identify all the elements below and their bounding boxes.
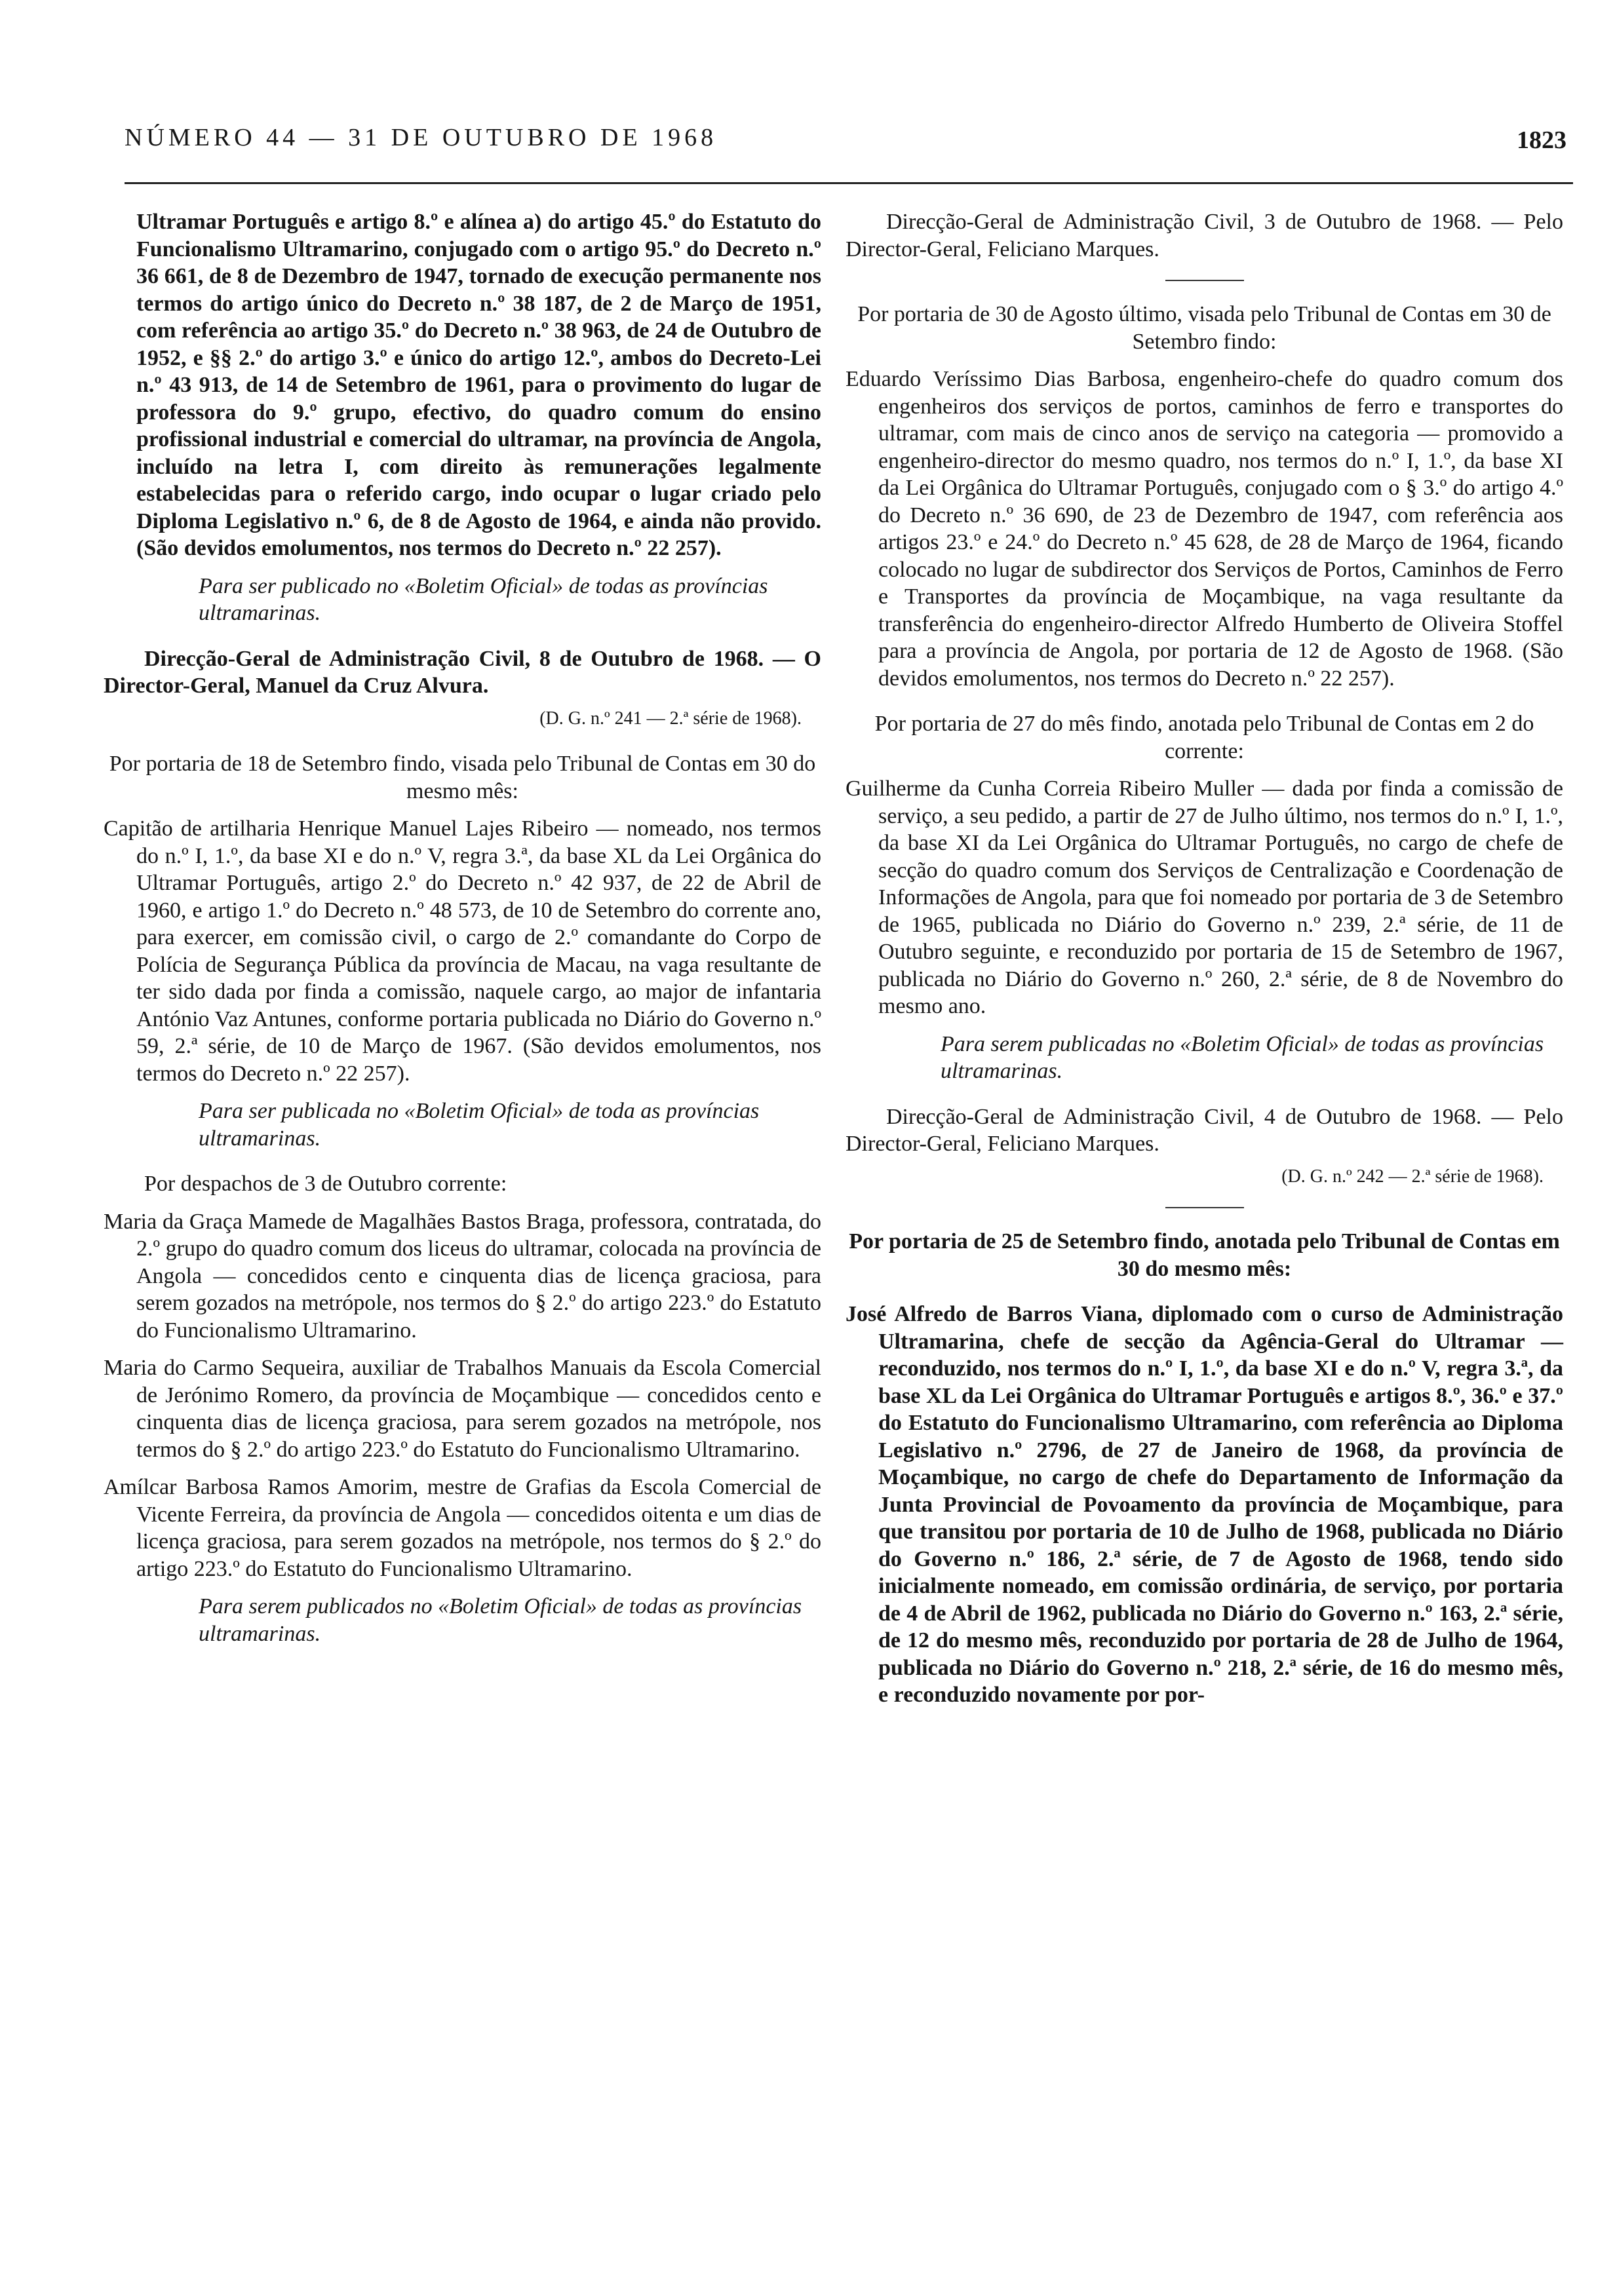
leave-entry: Amílcar Barbosa Ramos Amorim, mestre de Grafias da Escola Comercial de Vicente Ferreira, da província de Angola — concedidos oitenta e um dias de licença graciosa, para serem gozados na metrópole, nos termos do § 2.º do artigo 223.º do Estatuto do Funcionalismo Ultramarino. [104, 1475, 821, 1581]
appointment-entry: Capitão de artilharia Henrique Manuel Lajes Ribeiro — nomeado, nos termos do n.º I, 1.º, da base XI e do n.º V, regra 3.ª, da base XL da Lei Orgânica do Ultramar Português, artigo 2.º do Decreto n.º 42 937, de 22 de Abril de 1960, e artigo 1.º do Decreto n.º 48 573, de 10 de Setembro do corrente ano, para exercer, em comissão civil, o cargo de 2.º comandante do Corpo de Polícia de Segurança Pública da província de Macau, na vaga resultante de ter sido dada por finda a comissão, naquele cargo, ao major de infantaria António Vaz Antunes, conforme portaria publicada no Diário do Governo n.º 59, 2.ª série, de 10 de Março de 1967. (São devidos emolumentos, nos termos do Decreto n.º 22 257). [104, 816, 821, 1086]
gazette-reference: (D. G. n.º 241 — 2.ª série de 1968). [539, 708, 802, 729]
reappointment-entry: José Alfredo de Barros Viana, diplomado com o curso de Administração Ultramarina, chefe de secção da Agência-Geral do Ultramar — reconduzido, nos termos do n.º I, 1.º, da base XI e do n.º V, regra 3.ª, da base XL da Lei Orgânica do Ultramar Português e artigos 8.º, 36.º e 37.º do Estatuto do Funcionalismo Ultramarino, com referência ao Diploma Legislativo n.º 2796, de 27 de Janeiro de 1968, da província de Moçambique, no cargo de chefe do Departamento de Informação da Junta Provincial de Povoamento da província de Moçambique, para que transitou por portaria de 10 de Julho de 1968, publicada no Diário do Governo n.º 186, 2.ª série, de 7 de Agosto de 1968, tendo sido inicialmente nomeado, em comissão ordinária, de serviço, por portaria de 4 de Abril de 1962, publicada no Diário do Governo n.º 163, 2.ª série, de 12 do mesmo mês, reconduzido por portaria de 28 de Julho de 1964, publicada no Diário do Governo n.º 218, 2.ª série, de 16 do mesmo mês, e reconduzido novamente por por- [846, 1302, 1563, 1707]
portaria-heading: Por portaria de 27 do mês findo, anotada pelo Tribunal de Contas em 2 do corrente: [874, 712, 1534, 763]
publication-note: Para ser publicado no «Boletim Oficial» de todas as províncias ultramarinas. [199, 573, 768, 625]
page-header [125, 123, 1566, 163]
portaria-heading: Por portaria de 25 de Setembro findo, anotada pelo Tribunal de Contas em 30 do mesmo mês: [849, 1229, 1560, 1281]
decree-continuation: Ultramar Português e artigo 8.º e alínea a) do artigo 45.º do Estatuto do Funcionalismo Ultramarino, conjugado com o artigo 95.º do Decreto n.º 36 661, de 8 de Dezembro de 1947, tornado de execução permanente nos termos do artigo único do Decreto n.º 38 187, de 2 de Março de 1951, com referência ao artigo 35.º do Decreto n.º 38 963, de 24 de Outubro de 1952, e §§ 2.º do artigo 3.º e único do artigo 12.º, ambos do Decreto-Lei n.º 43 913, de 14 de Setembro de 1961, para o provimento do lugar de professora do 9.º grupo, efectivo, do quadro comum do ensino profissional industrial e comercial do ultramar, na província de Angola, incluído na letra I, com direito às remunerações legalmente estabelecidas para o referido cargo, indo ocupar o lugar criado pelo Diploma Legislativo n.º 6, de 8 de Agosto de 1964, e ainda não provido. (São devidos emolumentos, nos termos do Decreto n.º 22 257). [136, 210, 821, 560]
right-column [846, 208, 1563, 1709]
leave-entry: Maria do Carmo Sequeira, auxiliar de Trabalhos Manuais da Escola Comercial de Jerónimo Romero, da província de Moçambique — concedidos cento e cinquenta dias de licença graciosa, para serem gozados na metrópole, nos termos do § 2.º do artigo 223.º do Estatuto do Funcionalismo Ultramarino. [104, 1356, 821, 1462]
header-rule [125, 182, 1573, 184]
promotion-entry: Eduardo Veríssimo Dias Barbosa, engenheiro-chefe do quadro comum dos engenheiros dos serviços de portos, caminhos de ferro e transportes do ultramar, com mais de cinco anos de serviço na categoria — promovido a engenheiro-director do mesmo quadro, nos termos do n.º I, 1.º, da base XI da Lei Orgânica do Ultramar Português, conjugado com o § 3.º do artigo 4.º do Decreto n.º 36 690, de 23 de Dezembro de 1947, com referência aos artigos 23.º e 24.º do Decreto n.º 45 628, de 28 de Março de 1964, ficando colocado no lugar de subdirector dos Serviços de Portos, Caminhos de Ferro e Transportes da província de Moçambique, na vaga resultante da transferência do engenheiro-director Alfredo Humberto de Oliveira Stoffel para a província de Angola, por portaria de 12 de Agosto de 1968. (São devidos emolumentos, nos termos do Decreto n.º 22 257). [846, 367, 1563, 691]
separator [1165, 280, 1244, 281]
left-column [104, 208, 821, 1647]
publication-note: Para ser publicada no «Boletim Oficial» de toda as províncias ultramarinas. [199, 1099, 760, 1151]
publication-note: Para serem publicados no «Boletim Oficial» de todas as províncias ultramarinas. [199, 1594, 802, 1646]
gazette-reference: (D. G. n.º 242 — 2.ª série de 1968). [1281, 1166, 1544, 1187]
signature-block: Direcção-Geral de Administração Civil, 4 de Outubro de 1968. — Pelo Director-Geral, Feliciano Marques. [846, 1104, 1563, 1156]
signature-block: Direcção-Geral de Administração Civil, 8 de Outubro de 1968. — O Director-Geral, Manuel da Cruz Alvura. [104, 646, 821, 698]
despachos-heading: Por despachos de 3 de Outubro corrente: [144, 1172, 507, 1196]
issue-title: NÚMERO 44 — 31 DE OUTUBRO DE 1968 [125, 124, 718, 151]
publication-note: Para serem publicadas no «Boletim Oficial» de todas as províncias ultramarinas. [941, 1031, 1544, 1083]
commission-entry: Guilherme da Cunha Correia Ribeiro Muller — dada por finda a comissão de serviço, a seu pedido, a partir de 27 de Julho último, nos termos do n.º I, 1.º, da base XI da Lei Orgânica do Ultramar Português, no cargo de chefe de secção do quadro comum dos Serviços de Centralização e Coordenação de Informações de Angola, para que foi nomeado por portaria de 3 de Setembro de 1965, publicada no Diário do Governo n.º 239, 2.ª série, de 11 de Outubro seguinte, e reconduzido por portaria de 15 de Setembro de 1967, publicada no Diário do Governo n.º 260, 2.ª série, de 8 de Novembro do mesmo ano. [846, 776, 1563, 1018]
page-number: 1823 [1517, 126, 1566, 154]
portaria-heading: Por portaria de 18 de Setembro findo, visada pelo Tribunal de Contas em 30 do mesmo mês: [109, 752, 816, 803]
separator [1165, 1207, 1244, 1208]
portaria-heading: Por portaria de 30 de Agosto último, visada pelo Tribunal de Contas em 30 de Setembro findo: [857, 302, 1551, 354]
signature-block: Direcção-Geral de Administração Civil, 3 de Outubro de 1968. — Pelo Director-Geral, Feliciano Marques. [846, 210, 1563, 261]
leave-entry: Maria da Graça Mamede de Magalhães Bastos Braga, professora, contratada, do 2.º grupo do quadro comum dos liceus do ultramar, colocada na província de Angola — concedidos cento e cinquenta dias de licença graciosa, para serem gozados na metrópole, nos termos do § 2.º do artigo 223.º do Estatuto do Funcionalismo Ultramarino. [104, 1209, 821, 1343]
